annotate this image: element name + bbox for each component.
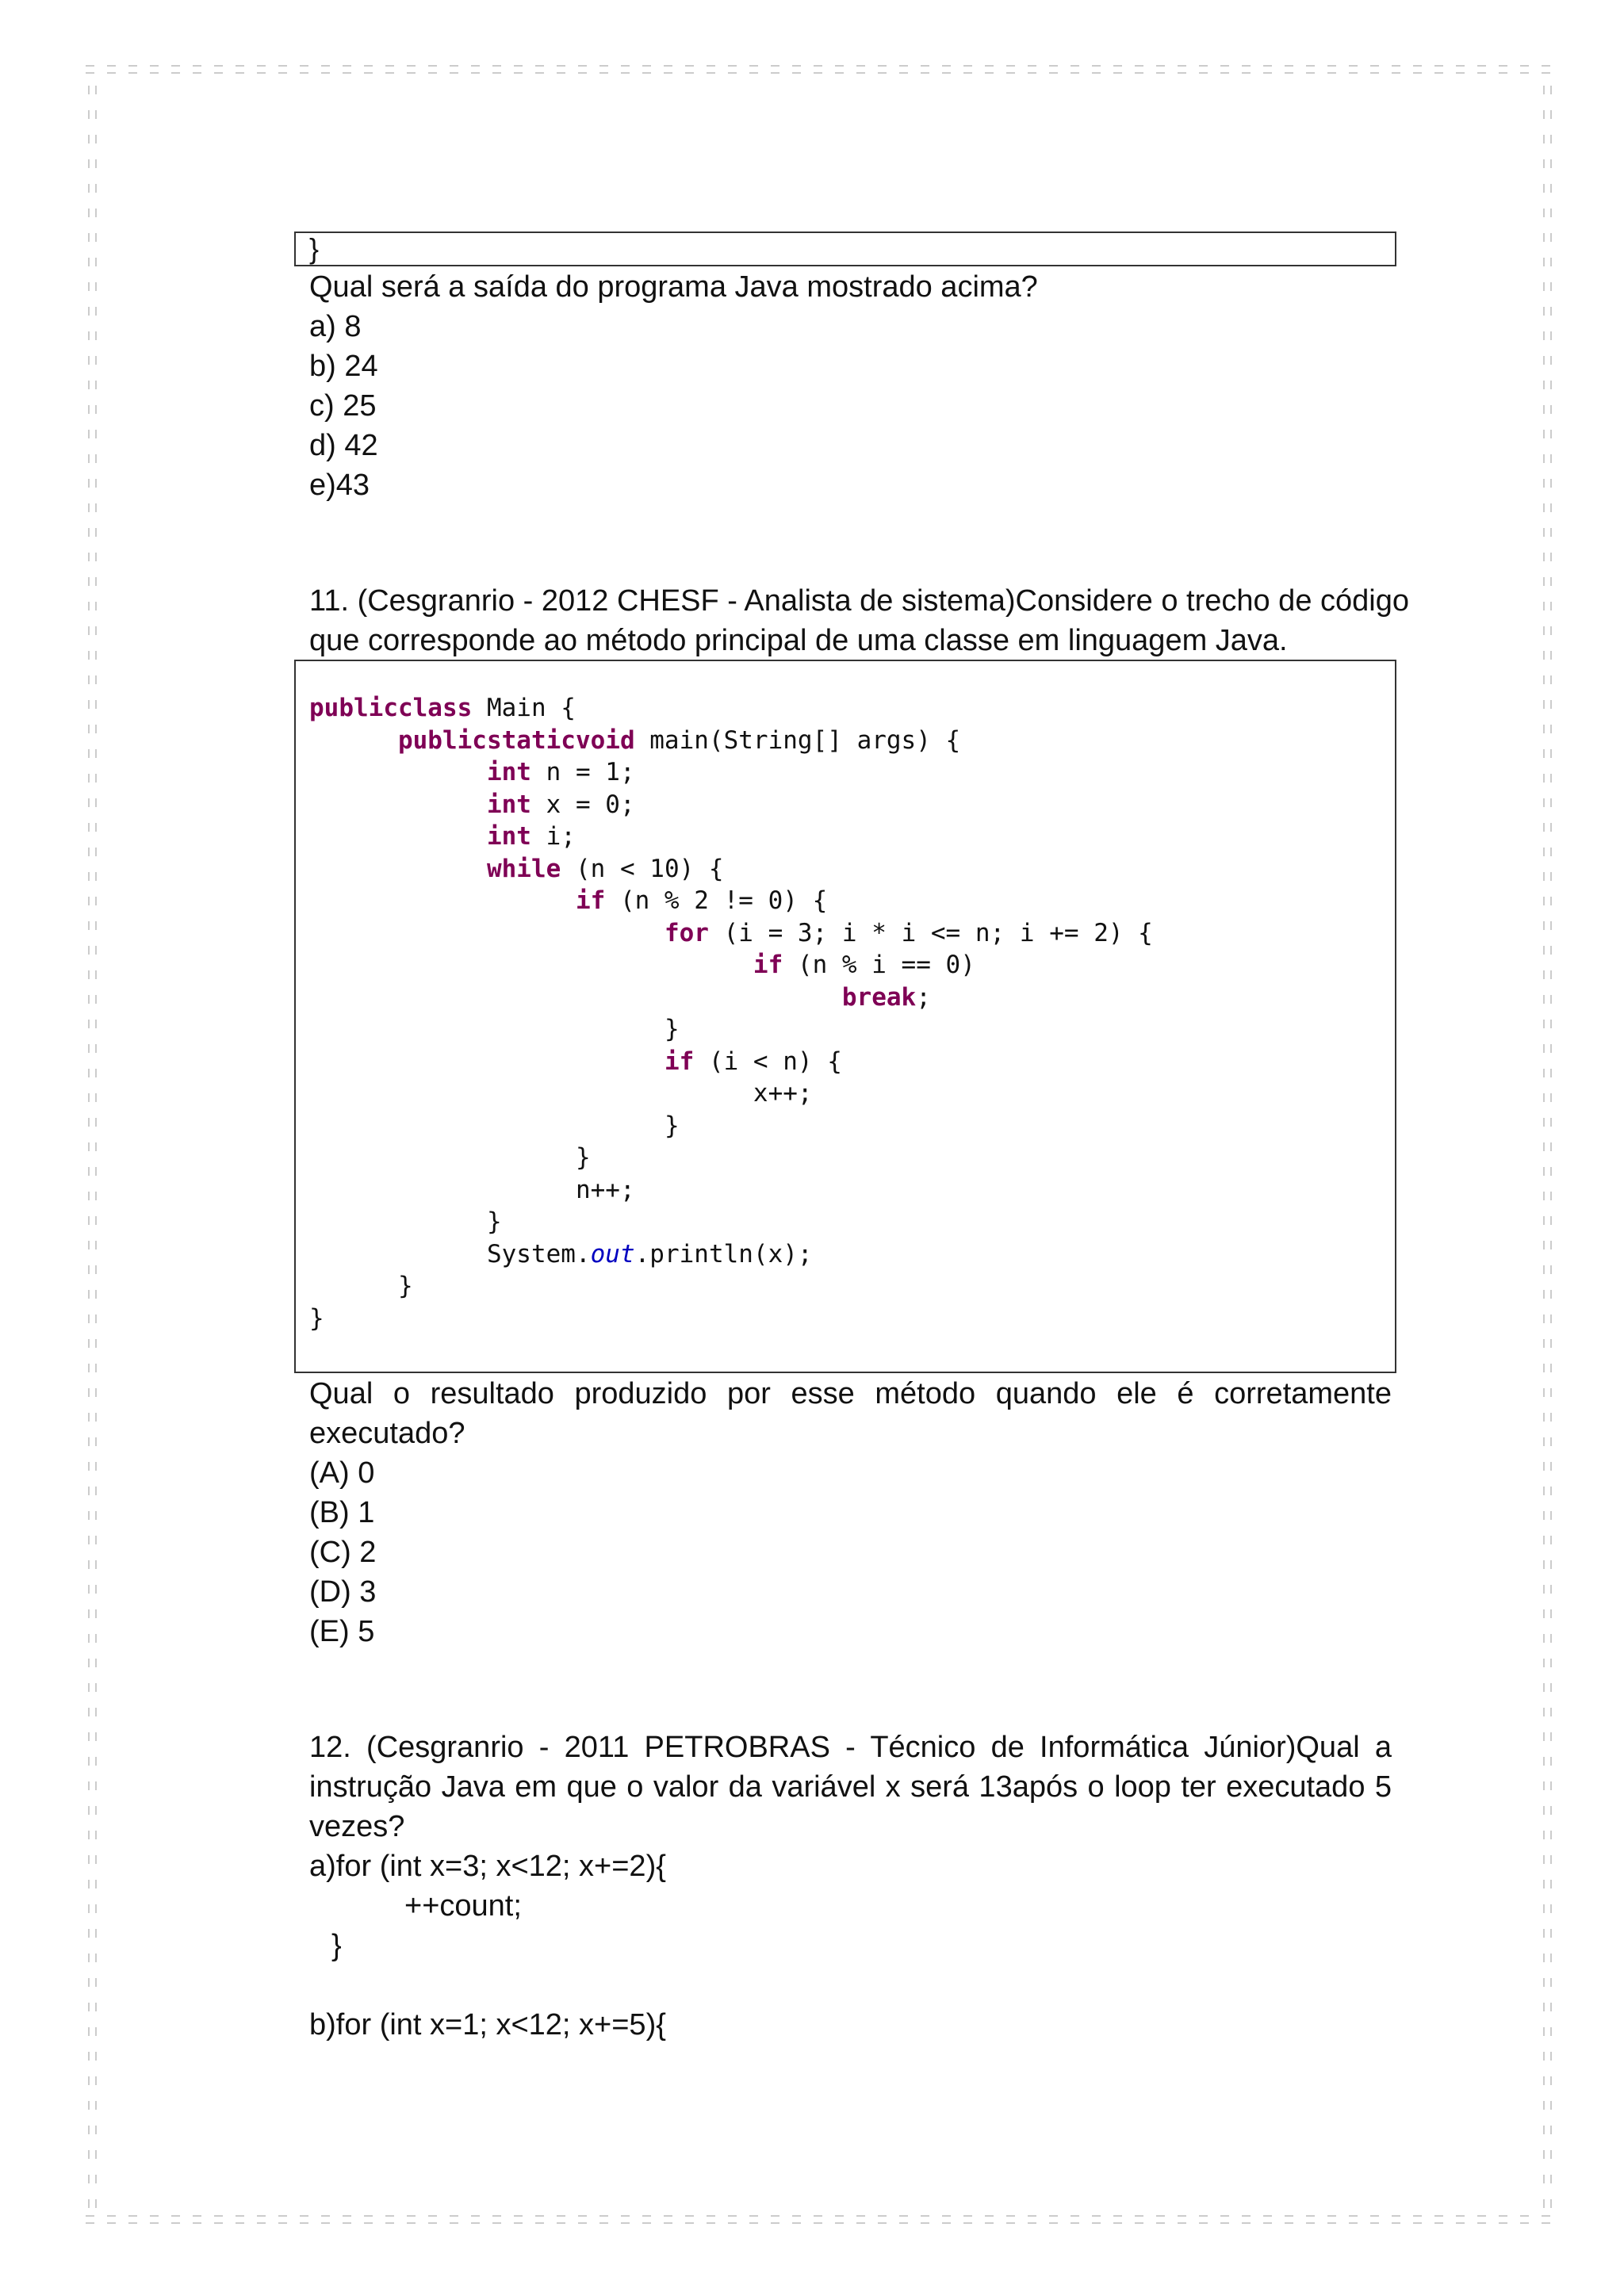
code-line: System.out.println(x);	[486, 1239, 813, 1269]
code-line: if (n % 2 != 0) {	[575, 886, 828, 915]
answer-option: a)for (int x=3; x<12; x+=2){	[309, 1850, 666, 1883]
question-intro-line: 12. (Cesgranrio - 2011 PETROBRAS - Técnico de Informática Júnior)Qual a	[309, 1731, 1392, 1764]
code-line: n++;	[575, 1175, 635, 1204]
answer-option: (A) 0	[309, 1456, 375, 1490]
page-border-top	[86, 65, 1554, 74]
code-line: if (n % i == 0)	[753, 951, 975, 979]
code-block	[296, 692, 1395, 1334]
question-intro-line: vezes?	[309, 1810, 405, 1843]
code-line: }	[397, 1272, 413, 1300]
page-border-right	[1543, 86, 1552, 2210]
question-11-intro	[309, 581, 1409, 660]
answer-option: b) 24	[309, 350, 378, 383]
code-line: }	[309, 232, 320, 265]
code-line: }	[486, 1207, 502, 1236]
answer-option: a) 8	[309, 310, 362, 343]
question-11	[309, 1374, 1392, 1651]
question-intro-line: 11. (Cesgranrio - 2012 CHESF - Analista de sistema)Considere o trecho de código	[309, 584, 1409, 618]
previous-code-box	[294, 232, 1396, 266]
question-text: Qual será a saída do programa Java mostrado acima?	[309, 270, 1038, 304]
code-line: }	[309, 1303, 324, 1333]
answer-option: d) 42	[309, 429, 378, 462]
blank-line	[309, 1965, 1392, 2005]
question-10	[309, 267, 1392, 505]
code-line: while (n < 10) {	[486, 854, 724, 883]
question-intro-line: que corresponde ao método principal de uma classe em linguagem Java.	[309, 624, 1288, 657]
page-border-bottom	[86, 2215, 1554, 2224]
question-text: Qual o resultado produzido por esse método quando ele é corretamente	[309, 1377, 1392, 1410]
question-intro-line: instrução Java em que o valor da variável x será 13após o loop ter executado 5	[309, 1770, 1392, 1804]
answer-option: c) 25	[309, 389, 377, 423]
code-line: int i;	[486, 822, 576, 851]
code-line: }	[575, 1143, 591, 1172]
code-line: for (i = 3; i * i <= n; i += 2) {	[664, 918, 1153, 947]
question-12	[309, 1728, 1392, 2045]
code-line: publicclass Main {	[309, 694, 576, 722]
code-line: }	[664, 1111, 680, 1140]
answer-option-code: }	[331, 1929, 342, 1962]
question-text: executado?	[309, 1417, 465, 1450]
answer-option: (C) 2	[309, 1536, 377, 1569]
code-line: break;	[841, 982, 931, 1012]
answer-option: (B) 1	[309, 1496, 375, 1529]
answer-option: (E) 5	[309, 1615, 375, 1648]
page-border-left	[88, 86, 97, 2210]
code-line: publicstaticvoid main(String[] args) {	[397, 725, 961, 755]
code-line: if (i < n) {	[664, 1047, 842, 1076]
answer-option: e)43	[309, 469, 370, 502]
code-line: x++;	[753, 1079, 813, 1108]
code-line: }	[664, 1015, 680, 1043]
answer-option: (D) 3	[309, 1575, 377, 1609]
answer-option-code: ++count;	[404, 1889, 522, 1923]
code-box	[294, 660, 1396, 1373]
answer-option: b)for (int x=1; x<12; x+=5){	[309, 2008, 666, 2042]
code-line: int x = 0;	[486, 790, 635, 819]
code-line: int n = 1;	[486, 758, 635, 786]
